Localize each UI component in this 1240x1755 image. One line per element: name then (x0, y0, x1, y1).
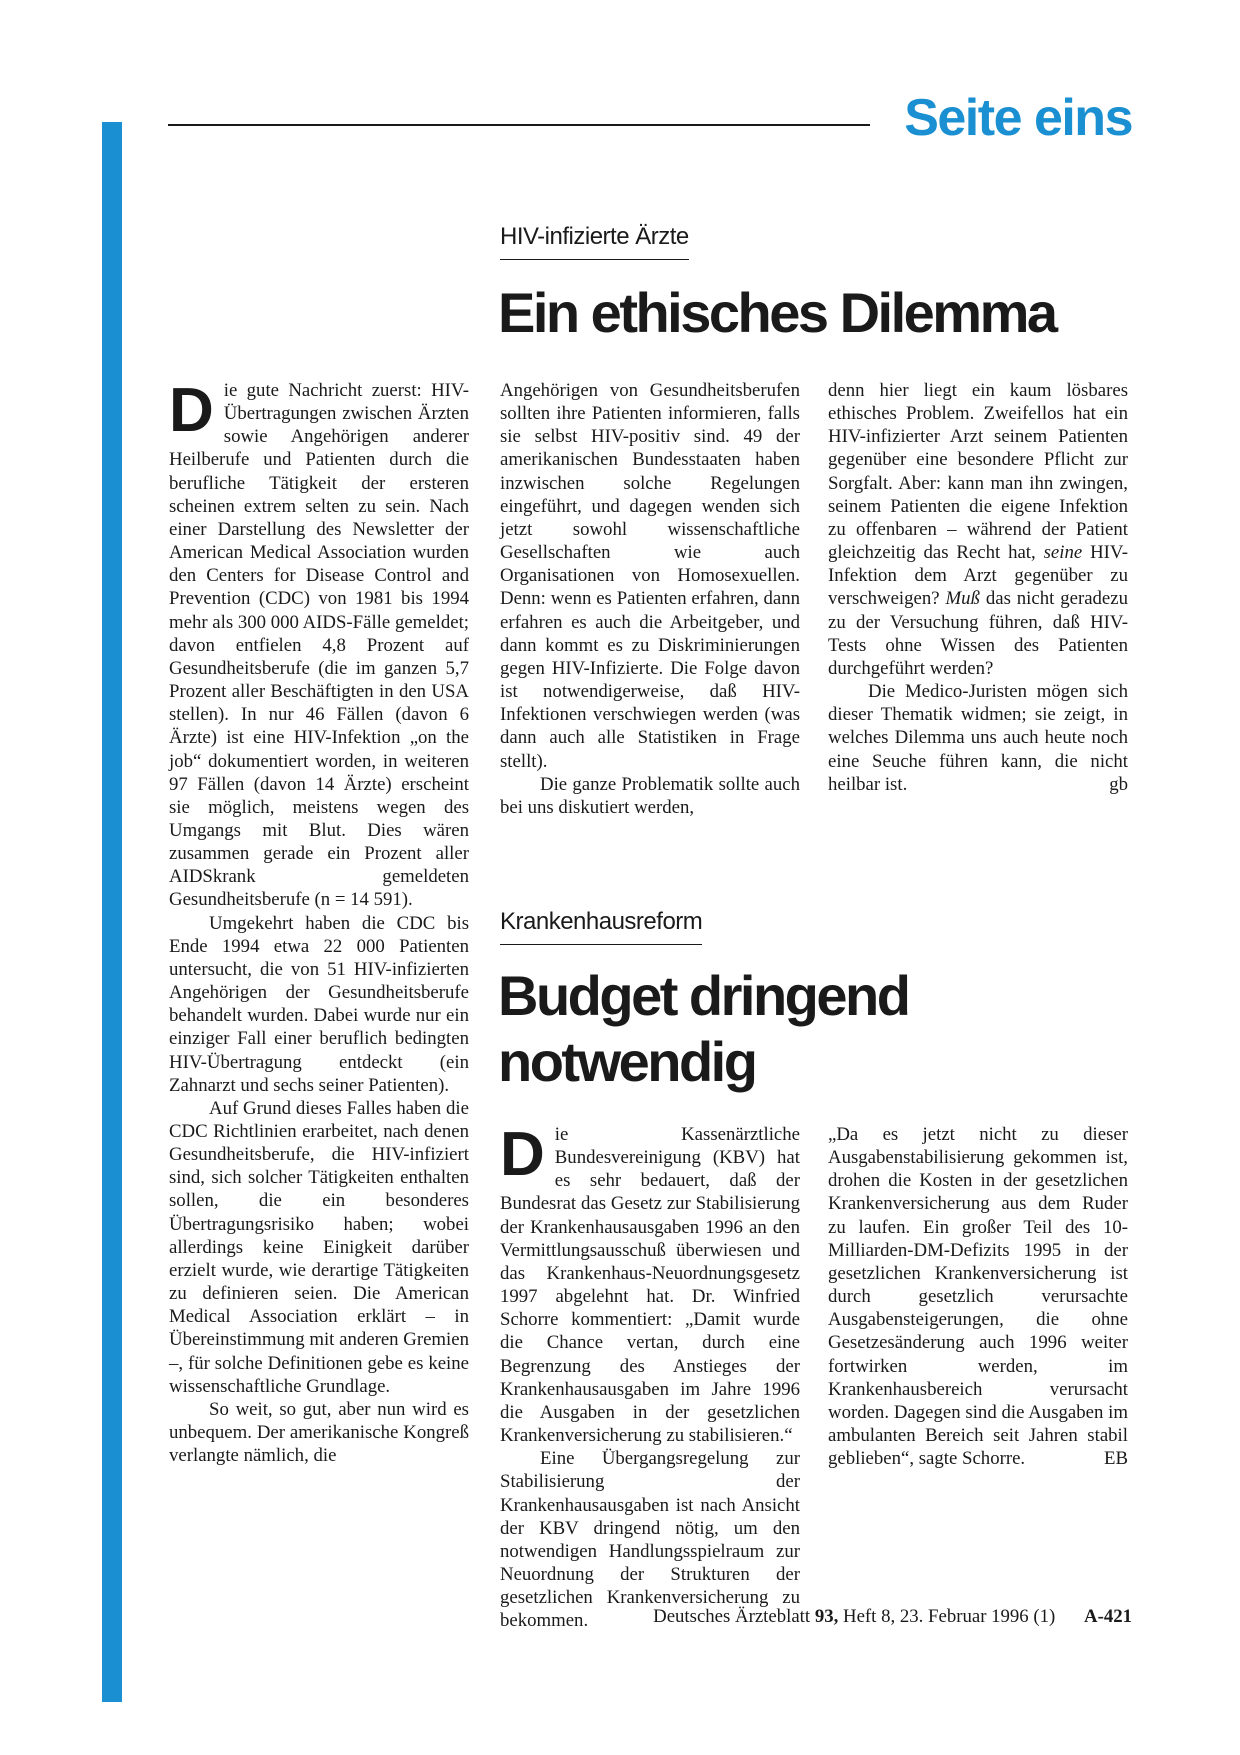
article1-column-3 (828, 379, 1128, 796)
article2-kicker: Krankenhausreform (500, 905, 702, 945)
article2-column-2 (828, 1123, 1128, 1470)
section-label: Seite eins (904, 89, 1132, 147)
article1-column-2 (500, 379, 800, 819)
accent-side-bar (102, 122, 122, 1702)
article1-paragraph: Die ganze Problematik sollte auch bei uns diskutiert werden, (500, 773, 800, 818)
issue-info: Heft 8, 23. Februar 1996 (1) (843, 1606, 1056, 1627)
page-number: A-421 (1084, 1606, 1132, 1627)
article2-dropcap: D (500, 1120, 545, 1189)
article1-signature: gb (1109, 773, 1128, 795)
header-rule (168, 124, 870, 126)
article1-column-1 (169, 376, 469, 1467)
article1-paragraph: denn hier liegt ein kaum lösbares ethisches Problem. Zweifellos hat ein HIV-infizierter Arzt seinem Patienten gegenüber eine besondere Pflicht zur Sorgfalt. Aber: kann man ihn zwingen, seinem Patienten die eigene Infektion zu offenbaren – während der Patient gleichzeitig das Recht hat, seine HIV-Infektion dem Arzt gegenüber zu verschweigen? Muß das nicht geradezu zu der Versuchung führen, daß HIV-Tests ohne Wissen des Patienten durchgeführt werden? (828, 380, 1128, 679)
article1-kicker: HIV-infizierte Ärzte (500, 220, 689, 260)
article2-paragraph: Eine Übergangsregelung zur Stabilisierung der Krankenhausausgaben ist nach Ansicht der KBV dringend nötig, um den notwendigen Handlungsspielraum zur Neuordnung der Strukturen der gesetzlichen Krankenversicherung zu bekommen. (500, 1448, 800, 1632)
article2-paragraph: Die Kassenärztliche Bundesvereinigung (KBV) hat es sehr bedauert, daß der Bundesrat das Gesetz zur Stabilisierung der Krankenhausausgaben 1996 an den Vermittlungsausschuß überwiesen und das Krankenhaus-Neuordnungsgesetz 1997 abgelehnt hat. Dr. Winfried Schorre kommentiert: „Damit wurde die Chance vertan, durch eine Begrenzung des Anstieges der Krankenhausausgaben im Jahre 1996 die Ausgaben in der gesetzlichen Krankenversicherung zu stabilisieren.“ (500, 1120, 800, 1447)
article1-paragraph: Die Medico-Juristen mögen sich dieser Thematik widmen; sie zeigt, in welches Dilemma uns auch heute noch eine Seuche führen kann, die nicht heilbar ist. gb (828, 681, 1128, 795)
article1-paragraph: Die gute Nachricht zuerst: HIV-Übertragungen zwischen Ärzten sowie Angehörigen anderer Heilberufe und Patienten durch die berufliche Tätigkeit der ersteren scheinen extrem selten zu sein. Nach einer Darstellung des Newsletter der American Medical Association wurden den Centers for Disease Control and Prevention (CDC) von 1981 bis 1994 mehr als 300 000 AIDS-Fälle gemeldet; davon entfielen 4,8 Prozent auf Gesundheitsberufe (die im ganzen 5,7 Prozent aller Beschäftigten in den USA stellen). In nur 46 Fällen (davon 6 Ärzte) ist eine HIV-Infektion „on the job“ dokumentiert worden, in weiteren 97 Fällen (davon 14 Ärzte) erscheint sie möglich, meistens wegen des Umgangs mit Blut. Dies wären zusammen gerade ein Prozent aller AIDSkrank gemeldeten Gesundheitsberufe (n = 14 591). (169, 376, 469, 911)
article1-headline: Ein ethisches Dilemma (498, 281, 1056, 344)
article2-headline: Budget dringend notwendig (498, 964, 909, 1093)
article1-paragraph: Angehörigen von Gesundheitsberufen sollten ihre Patienten informieren, falls sie selbst HIV-positiv sind. 49 der amerikanischen Bundesstaaten haben inzwischen solche Regelungen eingeführt, und dagegen wenden sich jetzt sowohl wissenschaftliche Gesellschaften wie auch Organisationen von Homosexuellen. Denn: wenn es Patienten erfahren, dann erfahren es auch die Arbeitgeber, und dann kommt es zu Diskriminierungen gegen HIV-Infizierte. Die Folge davon ist notwendigerweise, daß HIV-Infektionen verschwiegen werden (was dann auch alle Statistiken in Frage stellt). (500, 380, 800, 772)
article1-paragraph: Auf Grund dieses Falles haben die CDC Richtlinien erarbeitet, nach denen Gesundheitsberufe, die HIV-infiziert sind, sich solcher Tätigkeiten enthalten sollen, die ein besonderes Übertragungsrisiko haben; wobei allerdings keine Einigkeit darüber erzielt wurde, wie derartige Tätigkeiten zu definieren seien. Die American Medical Association erklärt – in Übereinstimmung mit anderen Gremien –, für solche Definitionen gebe es keine wissenschaftliche Grundlage. (169, 1097, 469, 1397)
page-footer (653, 1606, 1132, 1628)
article2-signature: EB (1104, 1448, 1128, 1470)
journal-name: Deutsches Ärzteblatt (653, 1606, 811, 1627)
article1-paragraph: So weit, so gut, aber nun wird es unbequem. Der amerikanische Kongreß verlangte nämlich, die (169, 1398, 469, 1467)
journal-volume: 93, (814, 1606, 839, 1627)
article1-dropcap: D (169, 376, 214, 445)
article2-paragraph: „Da es jetzt nicht zu dieser Ausgabenstabilisierung gekommen ist, drohen die Kosten in der gesetzlichen Krankenversicherung aus dem Ruder zu laufen. Ein großer Teil des 10-Milliarden-DM-Defizits 1995 in der gesetzlichen Krankenversicherung ist durch gesetzlich verursachte Ausgabensteigerungen, die ohne Gesetzesänderung auch 1996 weiter fortwirken werden, im Krankenhausbereich verursacht worden. Dagegen sind die Ausgaben im ambulanten Bereich seit Jahren stabil geblieben“, sagte Schorre. EB (828, 1124, 1128, 1470)
article1-paragraph: Umgekehrt haben die CDC bis Ende 1994 etwa 22 000 Patienten untersucht, die von 51 HIV-infizierten Angehörigen der Gesundheitsberufe behandelt wurden. Dabei wurde nur ein einziger Fall einer beruflich bedingten HIV-Übertragung entdeckt (ein Zahnarzt und sechs seiner Patienten). (169, 912, 469, 1096)
